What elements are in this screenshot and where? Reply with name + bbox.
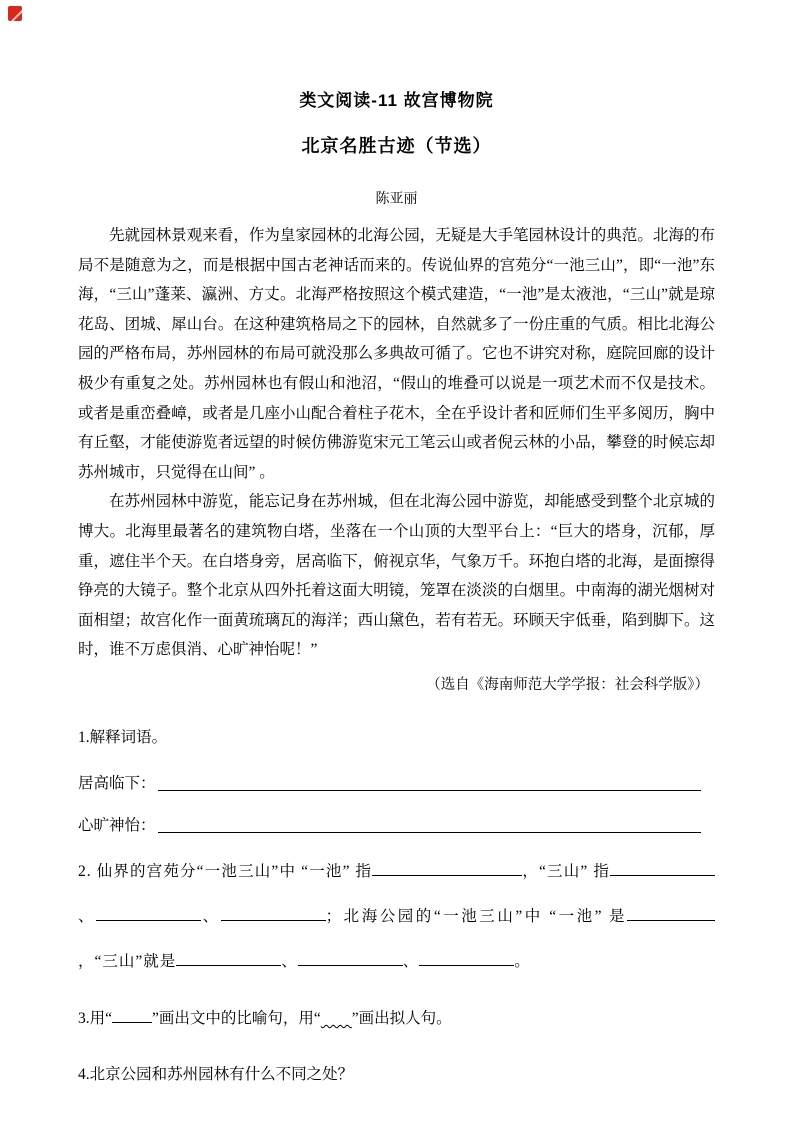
question-3-text: ”画出拟人句。	[351, 1009, 452, 1027]
term-label-jugaolinxia: 居高临下：	[78, 774, 156, 792]
definition-row-xinkuangshenyi	[78, 795, 715, 837]
answer-blank[interactable]	[372, 861, 522, 876]
question-4: 4.北京公园和苏州园林有什么不同之处？	[78, 1065, 354, 1083]
question-2-text: ，“三山”就是	[78, 952, 177, 970]
term-label-xinkuangshenyi: 心旷神怡：	[78, 816, 156, 834]
article-title: 北京名胜古迹（节选）	[301, 136, 492, 156]
definition-row-jugaolinxia	[78, 753, 715, 795]
list-separator: 、	[201, 907, 221, 925]
source-attribution: （选自《海南师范大学学报：社会科学版》）	[426, 676, 709, 693]
answer-blank[interactable]	[419, 951, 514, 966]
simile-marker-line	[112, 1008, 152, 1023]
answer-blank[interactable]	[221, 906, 326, 921]
document-title: 类文阅读-11 故宫博物院	[299, 91, 494, 110]
answer-blank[interactable]	[627, 906, 715, 921]
question-3	[78, 1004, 715, 1034]
question-2	[78, 849, 715, 984]
answer-blank[interactable]	[610, 861, 715, 876]
list-separator: 、	[78, 907, 97, 925]
list-separator: 、	[402, 952, 420, 970]
red-bookmark-icon	[8, 6, 22, 21]
question-2-text: 。	[514, 952, 531, 970]
question-2-text: ；北海公园的“一池三山”中 “一池” 是	[325, 907, 627, 925]
list-separator: 、	[281, 952, 298, 970]
answer-blank-line[interactable]	[158, 790, 701, 791]
question-3-text: ”画出文中的比喻句，用“	[152, 1009, 321, 1027]
answer-blank[interactable]	[96, 906, 201, 921]
question-3-text: 3.用“	[78, 1009, 113, 1027]
article-paragraph-2: 在苏州园林中游览，能忘记身在苏州城，但在北海公园中游览，却能感受到整个北京城的博大。北海里最著名的建筑物白塔，坐落在一个山顶的大型平台上：“巨大的塔身，沉郁，厚重，遮住半个天。在白塔身旁，居高临下，俯视京华，气象万千。环抱白塔的北海，是面擦得铮亮的大镜子。整个北京从四外托着这面大明镜，笼罩在淡淡的白烟里。中南海的湖光烟树对面相望；故宫化作一面黄琉璃瓦的海洋；西山黛色，若有若无。环顾天宇低垂，陷到脚下。这时，谁不万虑俱消、心旷神怡呢！”	[78, 493, 715, 659]
question-1-label: 1.解释词语。	[78, 728, 168, 746]
answer-blank-line[interactable]	[158, 832, 701, 833]
personification-marker-wavy-line	[321, 1004, 352, 1034]
article-paragraph-1: 先就园林景观来看，作为皇家园林的北海公园，无疑是大手笔园林设计的典范。北海的布局不是随意为之，而是根据中国古老神话而来的。传说仙界的宫苑分“一池三山”，即“一池”东海，“三山”蓬莱、瀛洲、方丈。北海严格按照这个模式建造，“一池”是太液池，“三山”就是琼花岛、团城、犀山台。在这种建筑格局之下的园林，自然就多了一份庄重的气质。相比北海公园的严格布局，苏州园林的布局可就没那么多典故可循了。它也不讲究对称，庭院回廊的设计极少有重复之处。苏州园林也有假山和池沼，“假山的堆叠可以说是一项艺术而不仅是技术。或者是重峦叠嶂，或者是几座小山配合着柱子花木，全在乎设计者和匠师们生平多阅历，胸中有丘壑，才能使游览者远望的时候仿佛游览宋元工笔云山或者倪云林的小品，攀登的时候忘却苏州城市，只觉得在山间” 。	[78, 227, 715, 481]
author-name: 陈亚丽	[375, 192, 418, 207]
answer-blank[interactable]	[298, 951, 403, 966]
answer-blank[interactable]	[176, 951, 281, 966]
question-2-text: 2. 仙界的宫苑分“一池三山”中 “一池” 指	[78, 862, 373, 880]
question-2-text: ，“三山” 指	[522, 862, 610, 880]
